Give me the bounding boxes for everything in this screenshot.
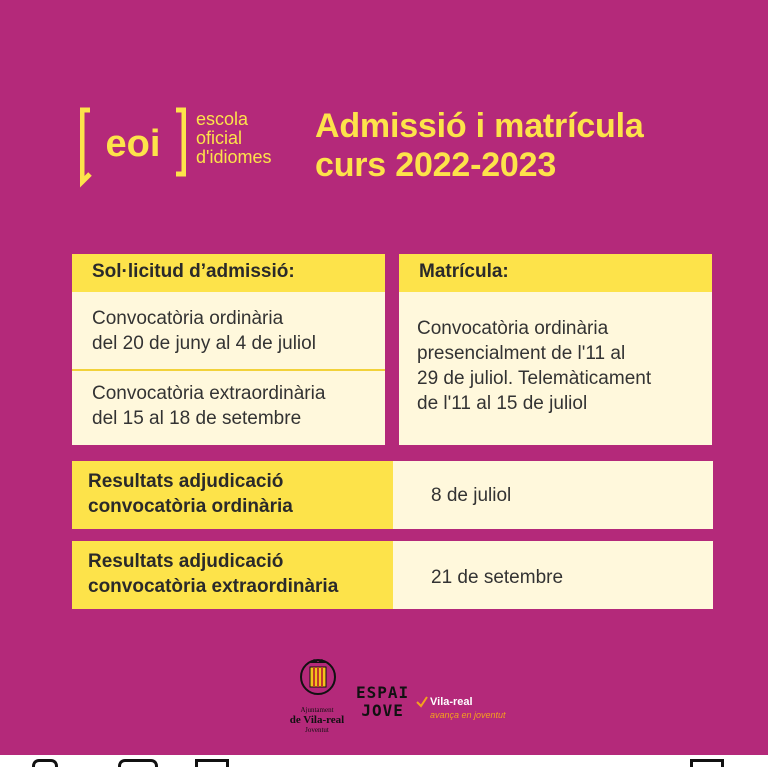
vila-real-tagline: avança en joventut bbox=[430, 710, 506, 720]
ajuntament-crest-icon bbox=[296, 657, 340, 703]
admission-extraordinary-line-2: del 15 al 18 de setembre bbox=[92, 408, 302, 429]
results-ordinary-label bbox=[72, 461, 393, 529]
enrolment-header: Matrícula: bbox=[399, 254, 712, 292]
bottom-cropped-strip bbox=[0, 755, 768, 767]
admission-extraordinary-line-1: Convocatòria extraordinària bbox=[92, 383, 326, 404]
admission-extraordinary-cell bbox=[72, 371, 385, 445]
eoi-wordmark bbox=[196, 110, 271, 167]
results-extraordinary-label bbox=[72, 541, 393, 609]
eoi-line-1: escola bbox=[196, 109, 249, 129]
results-ordinary-label-line-1: Resultats adjudicació bbox=[88, 471, 284, 492]
eoi-logo-mark bbox=[80, 104, 186, 188]
eoi-line-2: oficial bbox=[196, 128, 243, 148]
admission-ordinary-cell bbox=[72, 292, 385, 370]
admission-ordinary-line-1: Convocatòria ordinària bbox=[92, 308, 284, 329]
title-line-1: Admissió i matrícula bbox=[315, 107, 644, 145]
enrolment-cell bbox=[399, 292, 712, 445]
admission-header: Sol·licitud d’admissió: bbox=[72, 254, 385, 292]
eoi-mark-text: eoi bbox=[105, 123, 161, 165]
vila-real-brand-label: Vila-real bbox=[430, 696, 473, 708]
results-extraordinary-date: 21 de setembre bbox=[431, 567, 564, 588]
cropped-glyph-2 bbox=[118, 759, 158, 767]
results-extraordinary-label-line-2: convocatòria extraordinària bbox=[88, 576, 339, 597]
espai-line-1: ESPAI bbox=[356, 683, 410, 702]
page-title bbox=[315, 107, 644, 185]
ajuntament-line-2: de Vila-real bbox=[289, 714, 345, 726]
eoi-line-3: d'idiomes bbox=[196, 147, 272, 167]
cropped-glyph-3 bbox=[195, 759, 229, 767]
results-ordinary-date: 8 de juliol bbox=[431, 485, 512, 506]
cropped-glyph-1 bbox=[32, 759, 58, 767]
espai-jove-logo bbox=[356, 684, 409, 720]
enrolment-line-2: presencialment de l'11 al bbox=[417, 343, 626, 364]
enrolment-line-1: Convocatòria ordinària bbox=[417, 318, 609, 339]
ajuntament-line-3: Joventut bbox=[305, 726, 329, 734]
checkmark-icon bbox=[416, 696, 428, 708]
results-extraordinary-label-line-1: Resultats adjudicació bbox=[88, 551, 284, 572]
enrolment-line-3: 29 de juliol. Telemàticament bbox=[417, 368, 652, 389]
ajuntament-line-1: Ajuntament bbox=[300, 706, 334, 714]
enrolment-line-4: de l'11 al 15 de juliol bbox=[417, 393, 588, 414]
espai-line-2: JOVE bbox=[361, 701, 404, 720]
ajuntament-logo bbox=[282, 706, 352, 734]
results-ordinary-label-line-2: convocatòria ordinària bbox=[88, 496, 293, 517]
title-line-2: curs 2022-2023 bbox=[315, 146, 557, 184]
cropped-glyph-4 bbox=[690, 759, 724, 767]
results-ordinary-date-cell bbox=[393, 461, 713, 529]
admission-ordinary-line-2: del 20 de juny al 4 de juliol bbox=[92, 333, 316, 354]
results-extraordinary-date-cell bbox=[393, 541, 713, 609]
